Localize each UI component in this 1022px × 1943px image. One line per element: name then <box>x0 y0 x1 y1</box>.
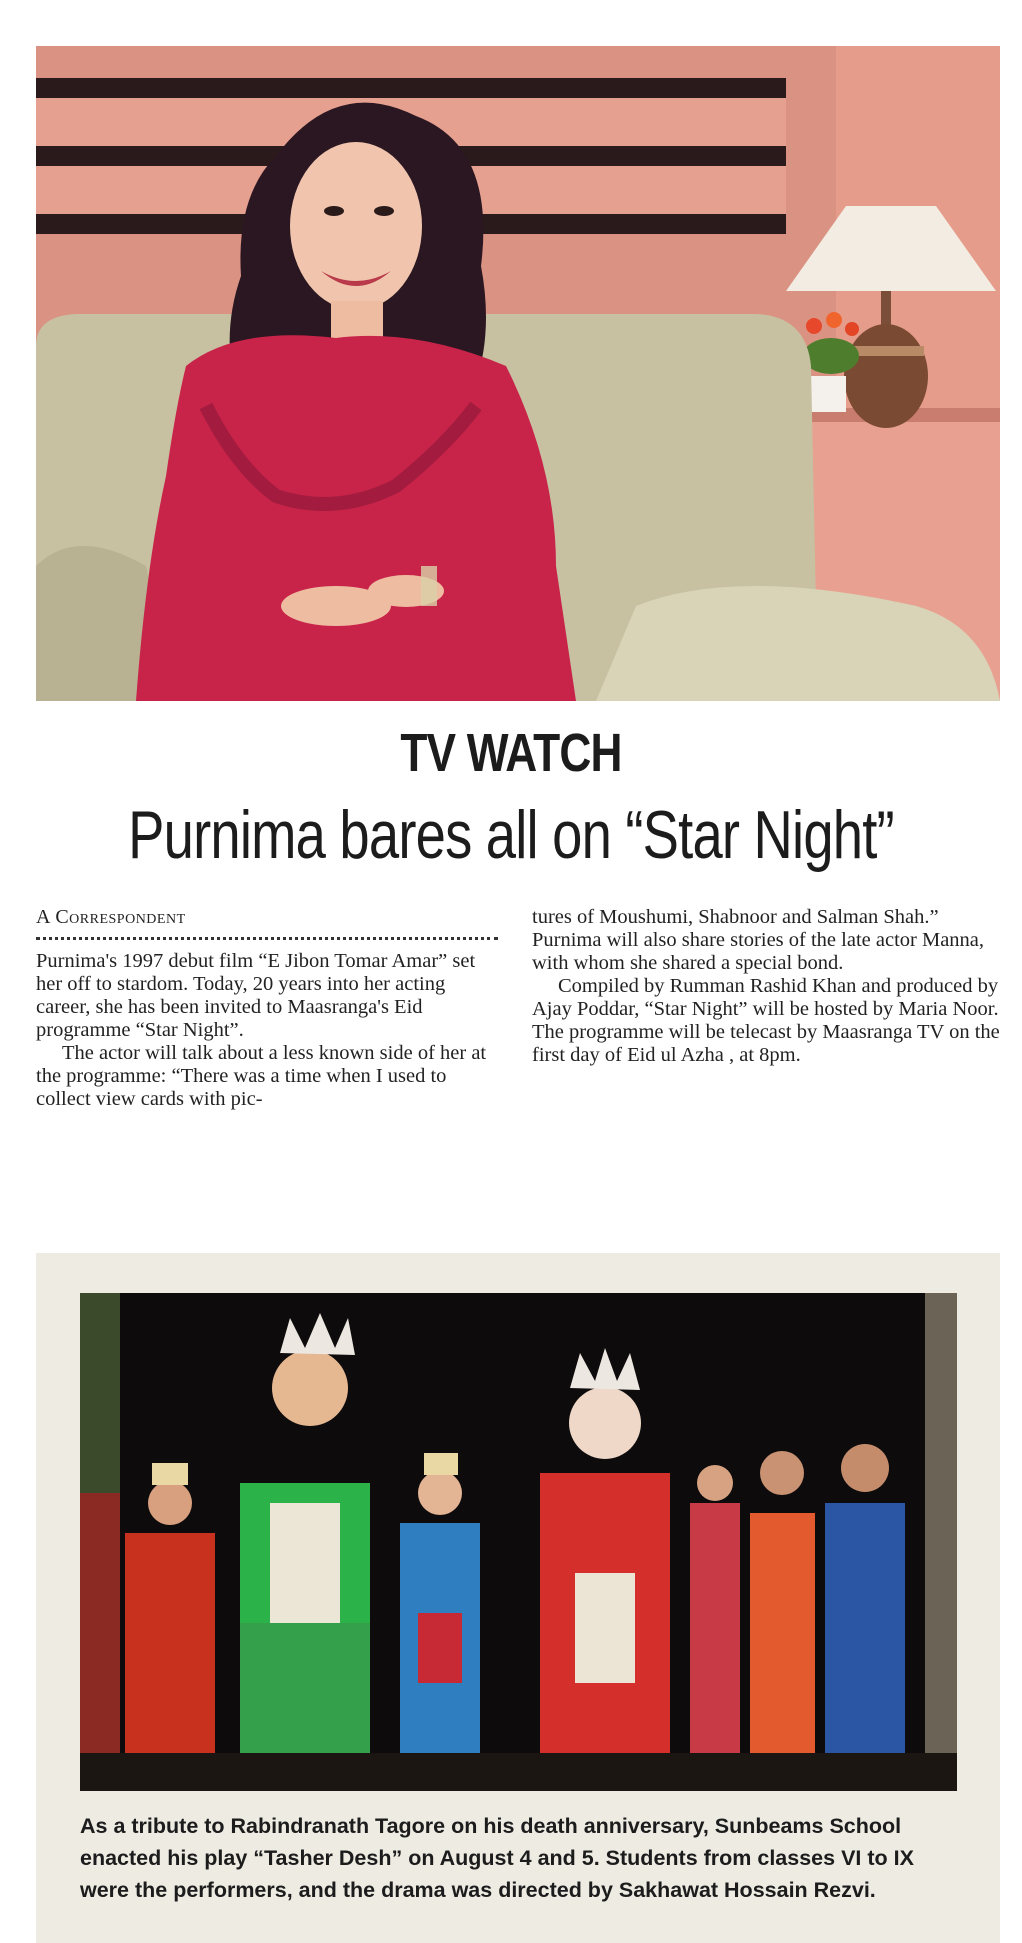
paragraph: Compiled by Rumman Rashid Khan and produced by Ajay Poddar, “Star Night” will be hosted by Maria Noor. The programme will be telecast by Maasranga TV on the first day of Eid ul Azha , at 8pm. <box>532 975 1000 1066</box>
photo-caption: As a tribute to Rabindranath Tagore on his death anniversary, Sunbeams School enacted his play “Tasher Desh” on August 4 and 5. Students from classes VI to IX were the performers, and the drama was directed by Sakhawat Hossain Rezvi. <box>80 1814 914 1902</box>
photo-purnima-illustration <box>36 46 1000 701</box>
paragraph: The actor will talk about a less known side of her at the programme: “There was a time when I used to collect view cards with pic- <box>36 1042 487 1110</box>
photo-tasher-desh-illustration <box>80 1293 957 1791</box>
paragraph: Purnima's 1997 debut film “E Jibon Tomar Amar” set her off to stardom. Today, 20 years into her acting career, she has been invited to Maasranga's Eid programme “Star Night”. <box>36 950 476 1041</box>
article-column-right <box>532 906 1002 1067</box>
photo-top <box>36 46 1000 701</box>
byline: A Correspondent <box>36 906 186 928</box>
photo-bottom <box>80 1293 957 1791</box>
article-column-left <box>36 906 498 1111</box>
dotted-divider <box>36 935 498 940</box>
article-headline: Purnima bares all on “Star Night” <box>128 797 894 873</box>
paragraph: tures of Moushumi, Shabnoor and Salman Shah.” Purnima will also share stories of the late actor Manna, with whom she shared a special bond. <box>532 906 985 974</box>
section-kicker: TV WATCH <box>400 723 622 783</box>
